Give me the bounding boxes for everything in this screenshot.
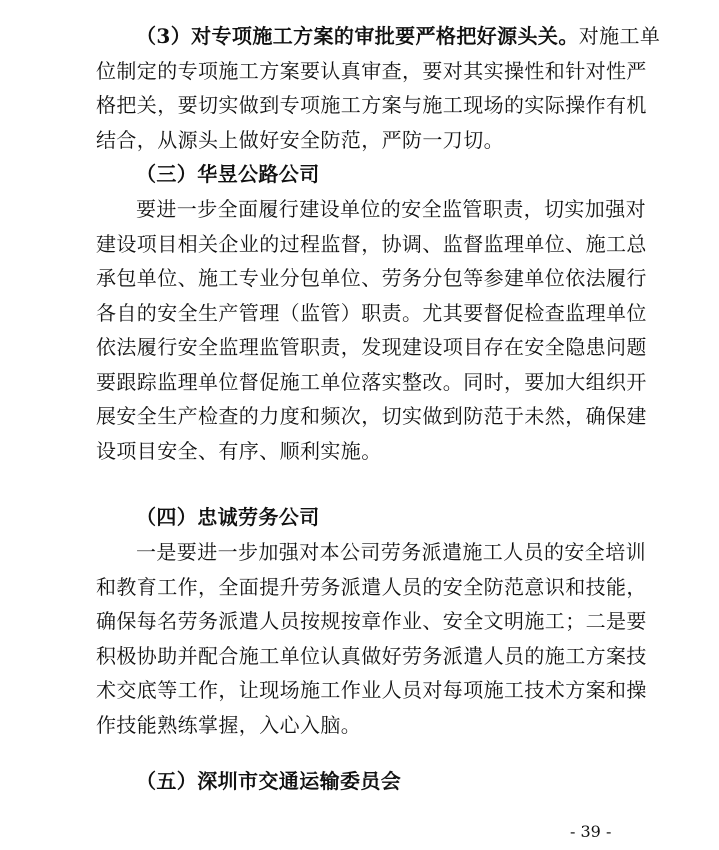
page-number: - 39 -	[570, 822, 612, 841]
section3-line-1	[96, 19, 661, 54]
section-heading: （五）深圳市交通运输委员会	[136, 769, 402, 793]
section-heading: （三）华昱公路公司	[136, 162, 320, 186]
paragraph-line: 位制定的专项施工方案要认真审查，要对其实操性和针对性严	[96, 58, 647, 83]
paragraph-line: 展安全生产检查的力度和频次，切实做到防范于未然，确保建	[96, 404, 647, 428]
paragraph-line: 要进一步全面履行建设单位的安全监管职责，切实加强对	[136, 197, 646, 221]
paragraph-line: 依法履行安全监理监管职责，发现建设项目存在安全隐患问题	[96, 335, 647, 359]
paragraph-line: 一是要进一步加强对本公司劳务派遣施工人员的安全培训	[136, 540, 646, 564]
paragraph-line: 建设项目相关企业的过程监督，协调、监督监理单位、施工总	[96, 231, 647, 256]
section3-line1-rest: 对施工单	[578, 24, 661, 48]
paragraph-line: 和教育工作，全面提升劳务派遣人员的安全防范意识和技能，	[96, 574, 647, 599]
paragraph-line: 术交底等工作，让现场施工作业人员对每项施工技术方案和操	[96, 678, 647, 702]
paragraph-line: 结合，从源头上做好安全防范，严防一刀切。	[96, 127, 504, 152]
section-heading: （四）忠诚劳务公司	[136, 505, 320, 529]
paragraph-line: 确保每名劳务派遣人员按规按章作业、安全文明施工；二是要	[96, 609, 647, 633]
paragraph-line: 设项目安全、有序、顺利实施。	[96, 438, 382, 463]
paragraph-zhongcheng-labor	[96, 535, 647, 742]
heading-huayu-company	[96, 157, 636, 192]
paragraph-line: 承包单位、施工专业分包单位、劳务分包等参建单位依法履行	[96, 266, 647, 290]
paragraph-huayu-company	[96, 192, 647, 468]
paragraph-line: 作技能熟练掌握，入心入脑。	[96, 712, 362, 737]
section3-item	[96, 19, 661, 157]
section3-lead-bold: （3）对专项施工方案的审批要严格把好源头关。	[136, 24, 579, 48]
paragraph-line: 要跟踪监理单位督促施工单位落实整改。同时，要加大组织开	[96, 369, 647, 394]
paragraph-line: 格把关，要切实做到专项施工方案与施工现场的实际操作有机	[96, 93, 647, 117]
paragraph-line: 积极协助并配合施工单位认真做好劳务派遣人员的施工方案技	[96, 643, 647, 668]
heading-zhongcheng-labor	[96, 500, 636, 535]
heading-shenzhen-transport	[96, 764, 636, 799]
paragraph-line: 各自的安全生产管理（监管）职责。尤其要督促检查监理单位	[96, 300, 647, 325]
